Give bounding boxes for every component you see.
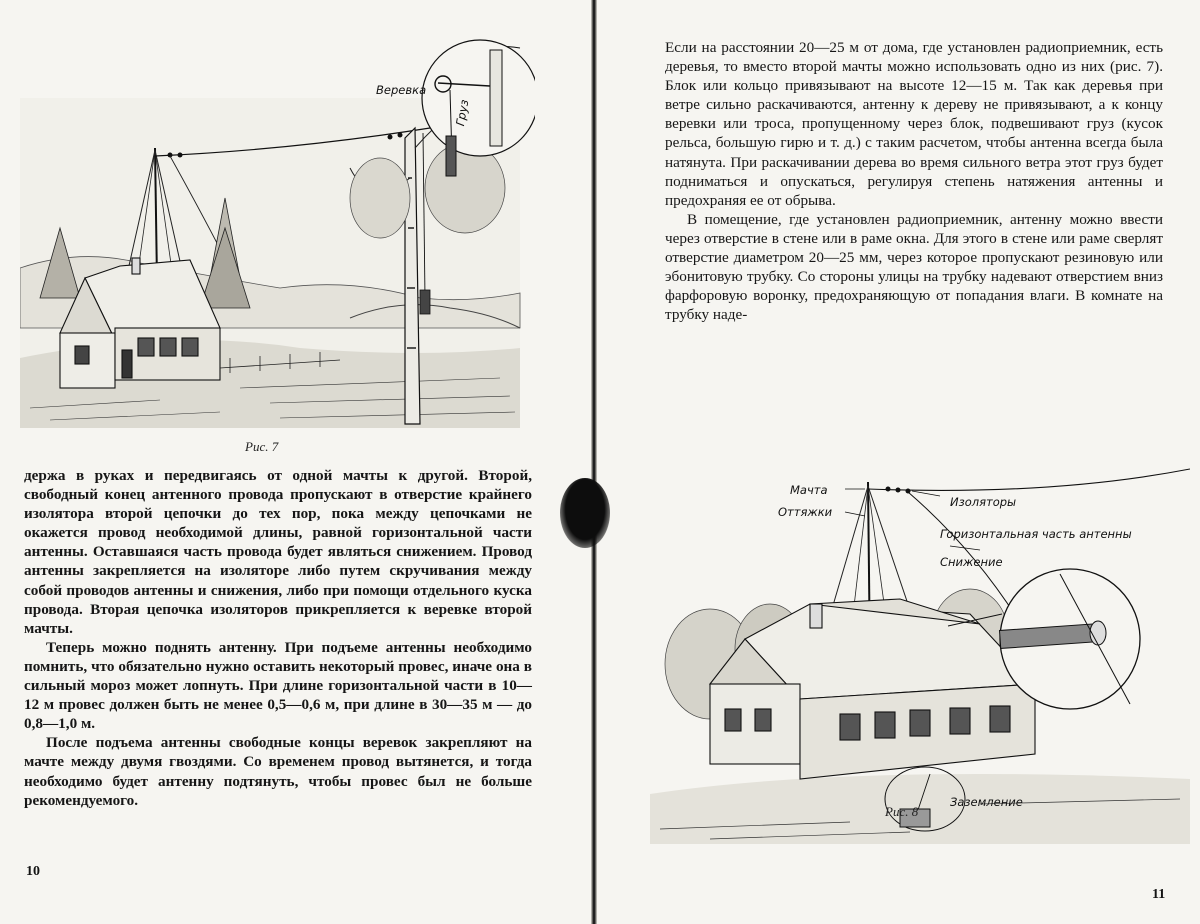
page-number-left: 10 <box>26 864 40 879</box>
label-downlead: Снижение <box>940 555 1003 569</box>
figure-7-illustration <box>20 28 535 434</box>
left-paragraph-2: Теперь можно поднять антенну. При подъеме антенны необходимо помнить, что обязательно нужно оставить некоторый провес, иначе она в сильный мороз может лопнуть. При длине горизонтальной части в 10—12 м провес должен быть не менее 0,5—0,6 м, при длине в 30—35 м — до 0,8—1,0 м. <box>24 638 532 733</box>
right-paragraph-2: В помещение, где установлен радиоприемник, антенну можно ввести через отверстие в стене или в раме окна. Для этого в стене или раме сверлят отверстие диаметром 20—25 мм, через которое пропускают резиновую или эбонитовую трубку. Со стороны улицы на трубку надевают отверстием вниз фарфоровую воронку, предохраняющую от попадания влаги. В комнате на трубку наде- <box>665 210 1163 324</box>
label-weight: Груз <box>452 98 472 128</box>
label-guys: Оттяжки <box>778 505 833 519</box>
label-rope: Веревка <box>376 83 427 97</box>
book-gutter <box>591 0 597 924</box>
figure-7-drawing <box>20 28 535 434</box>
figure-8-illustration <box>650 434 1190 844</box>
label-horizontal-part: Горизонтальная часть антенны <box>940 527 1132 541</box>
left-page-body-text <box>24 466 532 810</box>
left-page <box>0 0 592 924</box>
left-paragraph-1: держа в руках и передвигаясь от одной мачты к другой. Второй, свободный конец антенного провода пропускают в отверстие крайнего изолятора второй цепочки до тех пор, пока между цепочками не окажется провод необходимой длины, равной горизонтальной части антенны. Оставшаяся часть провода будет являться снижением. Провод антенны закрепляется на изоляторе либо путем скручивания между собой проводов антенны и снижения, либо при помощи отдельного куска провода. Вторая цепочка изоляторов прикрепляется к веревке второй мачты. <box>24 467 532 637</box>
label-insulators: Изоляторы <box>950 495 1017 509</box>
label-ground: Заземление <box>950 795 1023 809</box>
figure-8-drawing <box>650 434 1190 844</box>
left-paragraph-3: После подъема антенны свободные концы веревок закрепляют на мачте между двумя гвоздями. Со временем провод вытянется, и тогда необходимо будет антенну подтянуть, чтобы провес был не больше рекомендуемого. <box>24 734 532 809</box>
figure-7-caption: Рис. 7 <box>245 439 279 454</box>
right-page-body-text <box>665 38 1163 324</box>
page-number-right: 11 <box>1152 887 1166 902</box>
label-mast: Мачта <box>790 483 828 497</box>
right-paragraph-1: Если на расстоянии 20—25 м от дома, где установлен радиоприемник, есть деревья, то вместо второй мачты можно использовать одно из них (рис. 7). Блок или кольцо привязывают на высоте 12—15 м. Так как деревья при ветре сильно раскачиваются, антенну к дереву не привязывают, а к концу веревки или троса, пропущенному через блок, подвешивают груз (кусок рельса, большую гирю и т. д.) с таким расчетом, чтобы антенна всегда была натянута. При раскачивании дерева во время сильного ветра этот груз будет подниматься и опускаться, регулируя степень натяжения антенны и предохраняя ее от обрыва. <box>665 39 1163 209</box>
figure-8-caption: Рис. 8 <box>885 804 919 819</box>
